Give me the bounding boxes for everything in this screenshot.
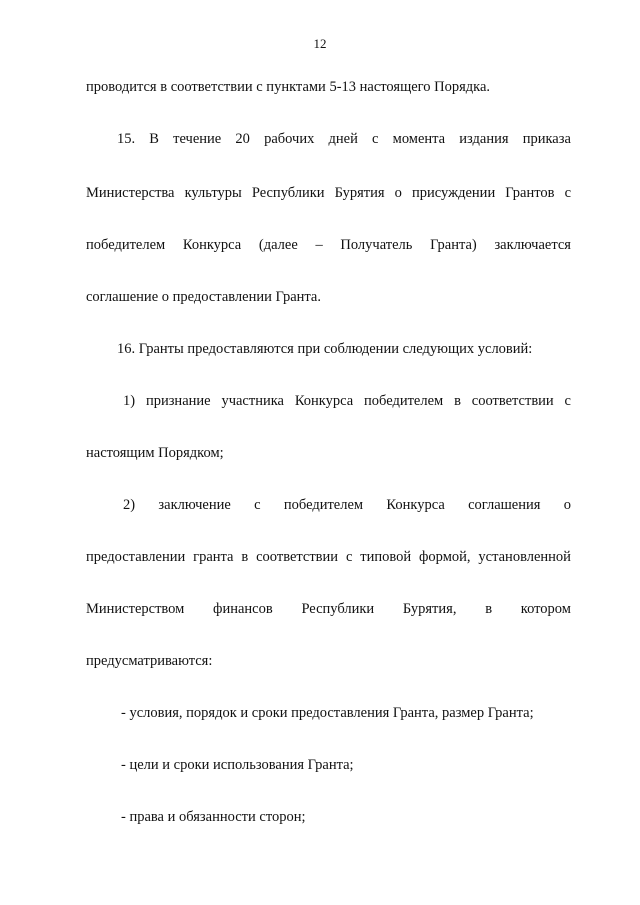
word: Получатель — [340, 237, 413, 253]
word: Республики — [251, 185, 325, 201]
word: издания — [459, 131, 509, 147]
word: Гранта) — [430, 237, 477, 253]
word: с — [254, 497, 261, 513]
word: 2) — [123, 497, 136, 513]
text-line-3 — [86, 184, 571, 202]
word: заключение — [158, 497, 231, 513]
word: Министерства — [86, 185, 175, 201]
word: в — [454, 393, 461, 409]
word: финансов — [213, 601, 273, 617]
word: с — [345, 549, 353, 565]
text-line-10 — [86, 548, 571, 566]
word: победителем — [283, 497, 364, 513]
word: Конкурса — [386, 497, 445, 513]
word: рабочих — [264, 131, 315, 147]
word: котором — [520, 601, 571, 617]
word: Конкурса — [294, 393, 354, 409]
word: в — [485, 601, 493, 617]
word: приказа — [522, 131, 571, 147]
page-number: 12 — [313, 36, 327, 51]
word: о — [563, 497, 571, 513]
word: культуры — [184, 185, 242, 201]
text-line-4 — [86, 236, 571, 254]
word: 15. — [117, 131, 136, 147]
text-line-14: - цели и сроки использования Гранта; — [121, 757, 354, 773]
word: Конкурса — [182, 237, 242, 253]
word: Бурятия, — [402, 601, 457, 617]
word: Бурятия — [334, 185, 385, 201]
text-line-5: соглашение о предоставлении Гранта. — [86, 289, 321, 305]
word: – — [315, 237, 323, 253]
word: предоставлении — [86, 549, 186, 565]
word: заключается — [494, 237, 571, 253]
text-line-12: предусматриваются: — [86, 653, 213, 669]
word: присуждении — [412, 185, 496, 201]
word: участника — [221, 393, 284, 409]
word: формой, — [419, 549, 471, 565]
word: соответствии — [471, 393, 554, 409]
word: момента — [392, 131, 446, 147]
word: дней — [328, 131, 358, 147]
text-line-11 — [86, 600, 571, 618]
word: гранта — [193, 549, 234, 565]
word: с — [564, 185, 571, 201]
word: установленной — [478, 549, 571, 565]
word: течение — [173, 131, 222, 147]
word: 20 — [235, 131, 250, 147]
word: победителем — [364, 393, 444, 409]
text-line-9 — [123, 496, 571, 514]
word: Грантов — [505, 185, 555, 201]
text-line-15: - права и обязанности сторон; — [121, 809, 306, 825]
word: (далее — [258, 237, 298, 253]
text-line-7 — [123, 392, 571, 410]
word: с — [564, 393, 571, 409]
text-line-13: - условия, порядок и сроки предоставления Гранта, размер Гранта; — [121, 705, 534, 721]
word: В — [149, 131, 159, 147]
word: 1) — [123, 393, 136, 409]
word: победителем — [86, 237, 166, 253]
word: в — [241, 549, 249, 565]
word: соответствии — [256, 549, 339, 565]
text-line-2 — [117, 130, 571, 148]
word: с — [372, 131, 379, 147]
text-line-6: 16. Гранты предоставляются при соблюдении следующих условий: — [117, 341, 533, 357]
word: признание — [145, 393, 211, 409]
word: типовой — [360, 549, 412, 565]
text-line-1: проводится в соответствии с пунктами 5-13 настоящего Порядка. — [86, 79, 491, 95]
word: Республики — [301, 601, 375, 617]
word: о — [394, 185, 402, 201]
text-line-8: настоящим Порядком; — [86, 445, 224, 461]
word: соглашения — [468, 497, 541, 513]
word: Министерством — [86, 601, 185, 617]
